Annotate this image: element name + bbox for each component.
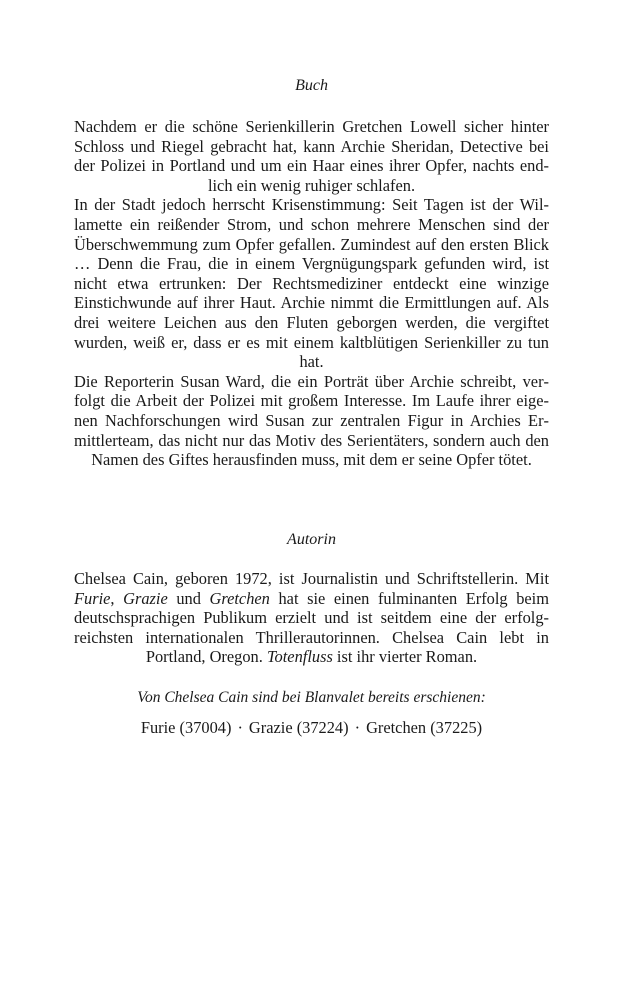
- buch-paragraph-2: In der Stadt jedoch herrscht Krisenstimmung: Seit Tagen ist der Willamette ein reißender Strom, und schon mehrere Menschen sind der Überschwemmung zum Opfer gefallen. Zumindest auf den ersten Blick … Denn die Frau, die in einem Vergnügungspark gefunden wird, ist nicht etwa ertrunken: Der Rechtsmediziner entdeckt eine winzige Einstichwunde auf ihrer Haut. Archie nimmt die Ermittlungen auf. Als drei weitere Leichen aus den Fluten geborgen werden, die vergiftet wurden, weiß er, dass er es mit einem kaltblütigen Serienkiller zu tun hat.: [74, 195, 549, 372]
- book-separator: ·: [354, 718, 361, 737]
- book-title-furie: Furie: [74, 588, 111, 608]
- buch-paragraph-1: Nachdem er die schöne Serienkillerin Gretchen Lowell sicher hinter Schloss und Riegel gebracht hat, kann Archie Sheridan, Detective bei der Polizei in Portland und um ein Haar eines ihrer Opfer, nachts endlich ein wenig ruhiger schlafen.: [74, 117, 549, 195]
- book-title-gretchen: Gretchen: [209, 588, 270, 608]
- autorin-text-start: Chelsea Cain, geboren 1972, ist Journalistin und Schriftstellerin. Mit: [74, 569, 549, 588]
- book-title-grazie: Grazie: [123, 588, 168, 608]
- section-heading-buch: Buch: [295, 77, 328, 94]
- also-published-note: Von Chelsea Cain sind bei Blanvalet bereits erschienen:: [137, 689, 486, 706]
- book-title-totenfluss: Totenfluss: [266, 647, 333, 667]
- book-list: [74, 718, 549, 738]
- autorin-paragraph: [74, 569, 549, 667]
- book-gretchen: Gretchen (37225): [366, 718, 483, 737]
- book-furie: Furie (37004): [140, 718, 232, 737]
- autorin-text-end: ist ihr vierter Roman.: [332, 647, 478, 667]
- autorin-und: und: [167, 588, 210, 608]
- buch-paragraph-3: Die Reporterin Susan Ward, die ein Porträt über Archie schreibt, verfolgt die Arbeit der Polizei mit großem Interesse. Im Laufe ihrer eigenen Nachforschungen wird Susan zur zentralen Figur in Archies Ermittlerteam, das nicht nur das Motiv des Serientäters, sondern auch den Namen des Giftes herausfinden muss, mit dem er seine Opfer tötet.: [74, 371, 549, 470]
- autorin-comma: ,: [110, 588, 124, 608]
- book-grazie: Grazie (37224): [248, 718, 349, 737]
- autorin-text-middle: hat sie einen fulminanten Erfolg beim deutschsprachigen Publikum erzielt und ist seitdem eine der erfolgreichsten internationalen Thrillerautorinnen. Chelsea Cain lebt in Portland, Oregon.: [74, 588, 549, 667]
- section-heading-autorin: Autorin: [287, 531, 336, 548]
- book-separator: ·: [237, 718, 243, 737]
- buch-text: [74, 117, 549, 470]
